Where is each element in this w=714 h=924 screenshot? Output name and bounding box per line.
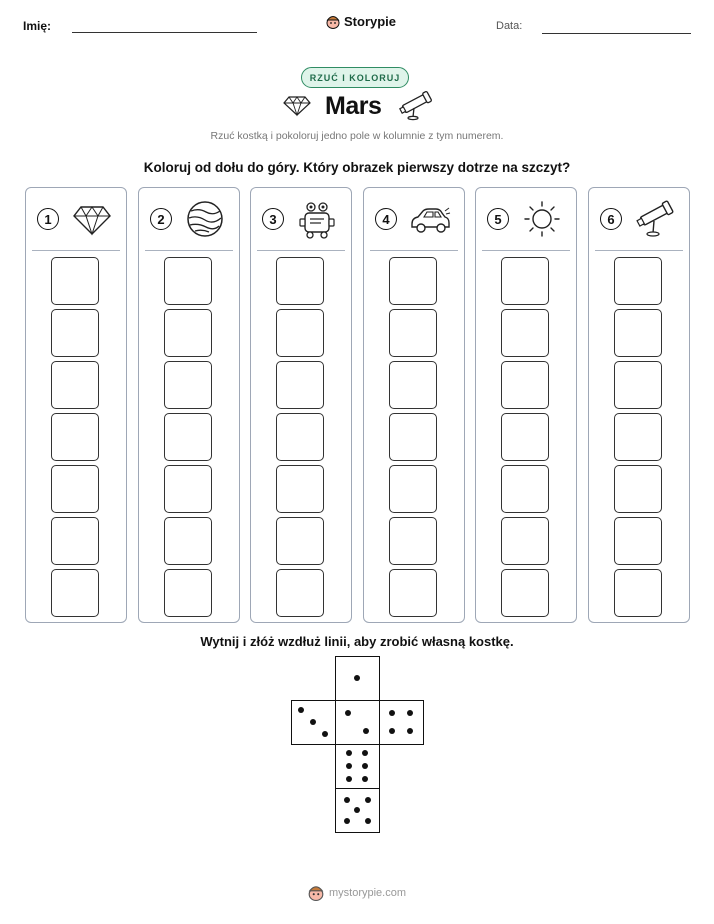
car-icon — [409, 199, 451, 239]
color-cell[interactable] — [501, 517, 549, 565]
planet-icon — [184, 199, 226, 239]
dice-pip — [362, 763, 368, 769]
column-header — [476, 188, 576, 250]
dice-pip — [322, 731, 328, 737]
column-number: 3 — [262, 208, 284, 230]
dice-pip — [365, 797, 371, 803]
column-header — [139, 188, 239, 250]
brand-logo — [326, 14, 396, 29]
color-cell[interactable] — [276, 257, 324, 305]
color-cell[interactable] — [164, 413, 212, 461]
pie-mascot-icon — [326, 14, 340, 29]
color-cell[interactable] — [51, 413, 99, 461]
color-cell[interactable] — [164, 257, 212, 305]
color-cell[interactable] — [614, 413, 662, 461]
color-cell[interactable] — [501, 361, 549, 409]
dice-title: Wytnij i złóż wzdłuż linii, aby zrobić własną kostkę. — [200, 634, 514, 649]
dice-face-1 — [335, 656, 380, 701]
brand-name: Storypie — [344, 14, 397, 29]
column-3 — [250, 187, 352, 623]
dice-face-4 — [379, 700, 424, 745]
column-1 — [25, 187, 127, 623]
column-divider — [595, 250, 683, 251]
color-cell[interactable] — [164, 361, 212, 409]
column-divider — [482, 250, 570, 251]
column-number: 2 — [150, 208, 172, 230]
dice-pip — [389, 728, 395, 734]
pie-mascot-icon — [308, 884, 324, 901]
color-cell[interactable] — [276, 309, 324, 357]
color-cell[interactable] — [501, 257, 549, 305]
column-divider — [145, 250, 233, 251]
column-divider — [32, 250, 120, 251]
subtitle: Rzuć kostką i pokoloruj jedno pole w kolumnie z tym numerem. — [210, 130, 504, 142]
dice-pip — [298, 707, 304, 713]
dice-pip — [344, 818, 350, 824]
color-cell[interactable] — [276, 517, 324, 565]
date-line — [542, 33, 691, 34]
column-divider — [257, 250, 345, 251]
color-cell[interactable] — [501, 309, 549, 357]
color-cell[interactable] — [389, 257, 437, 305]
diamond-icon — [71, 199, 113, 239]
dice-pip — [362, 750, 368, 756]
column-header — [589, 188, 689, 250]
dice-face-2 — [335, 700, 380, 745]
telescope-icon — [398, 91, 434, 121]
dice-face-5 — [335, 788, 380, 833]
column-number: 6 — [600, 208, 622, 230]
dice-pip — [389, 710, 395, 716]
color-cell[interactable] — [614, 517, 662, 565]
color-cell[interactable] — [614, 309, 662, 357]
color-cell[interactable] — [164, 569, 212, 617]
color-cell[interactable] — [276, 361, 324, 409]
color-cell[interactable] — [164, 465, 212, 513]
color-cell[interactable] — [389, 361, 437, 409]
dice-pip — [354, 807, 360, 813]
color-cell[interactable] — [389, 413, 437, 461]
robot-icon — [296, 199, 338, 239]
color-cell[interactable] — [614, 465, 662, 513]
column-number: 5 — [487, 208, 509, 230]
dice-pip — [346, 750, 352, 756]
date-label: Data: — [496, 20, 523, 32]
instruction: Koloruj od dołu do góry. Który obrazek pierwszy dotrze na szczyt? — [143, 160, 571, 175]
color-cell[interactable] — [501, 465, 549, 513]
color-cell[interactable] — [389, 517, 437, 565]
color-cell[interactable] — [51, 309, 99, 357]
dice-face-3 — [291, 700, 336, 745]
dice-pip — [407, 728, 413, 734]
dice-pip — [310, 719, 316, 725]
dice-pip — [344, 797, 350, 803]
dice-pip — [362, 776, 368, 782]
color-cell[interactable] — [614, 569, 662, 617]
dice-pip — [346, 763, 352, 769]
footer — [308, 884, 406, 901]
color-cell[interactable] — [276, 413, 324, 461]
color-cell[interactable] — [51, 361, 99, 409]
page-title: Mars — [325, 92, 382, 120]
dice-face-6 — [335, 744, 380, 789]
dice-pip — [363, 728, 369, 734]
color-cell[interactable] — [389, 569, 437, 617]
column-4 — [363, 187, 465, 623]
diamond-icon — [282, 95, 312, 117]
color-cell[interactable] — [164, 517, 212, 565]
color-cell[interactable] — [501, 413, 549, 461]
column-header — [251, 188, 351, 250]
sun-icon — [521, 199, 563, 239]
column-6 — [588, 187, 690, 623]
name-line — [72, 32, 257, 33]
dice-pip — [354, 675, 360, 681]
activity-badge: RZUĆ I KOLORUJ — [301, 67, 409, 88]
color-cell[interactable] — [51, 517, 99, 565]
color-cell[interactable] — [276, 569, 324, 617]
color-cell[interactable] — [276, 465, 324, 513]
column-divider — [370, 250, 458, 251]
name-label: Imię: — [23, 19, 52, 33]
color-cell[interactable] — [614, 361, 662, 409]
color-cell[interactable] — [614, 257, 662, 305]
color-cell[interactable] — [51, 257, 99, 305]
column-number: 4 — [375, 208, 397, 230]
dice-pip — [346, 776, 352, 782]
color-cell[interactable] — [389, 309, 437, 357]
column-number: 1 — [37, 208, 59, 230]
column-header — [26, 188, 126, 250]
color-cell[interactable] — [51, 465, 99, 513]
color-cell[interactable] — [501, 569, 549, 617]
column-5 — [475, 187, 577, 623]
color-cell[interactable] — [164, 309, 212, 357]
column-header — [364, 188, 464, 250]
color-cell[interactable] — [51, 569, 99, 617]
footer-url: mystorypie.com — [329, 886, 407, 899]
color-cell[interactable] — [389, 465, 437, 513]
column-2 — [138, 187, 240, 623]
dice-pip — [365, 818, 371, 824]
dice-pip — [345, 710, 351, 716]
dice-pip — [407, 710, 413, 716]
telescope-icon — [634, 199, 676, 239]
